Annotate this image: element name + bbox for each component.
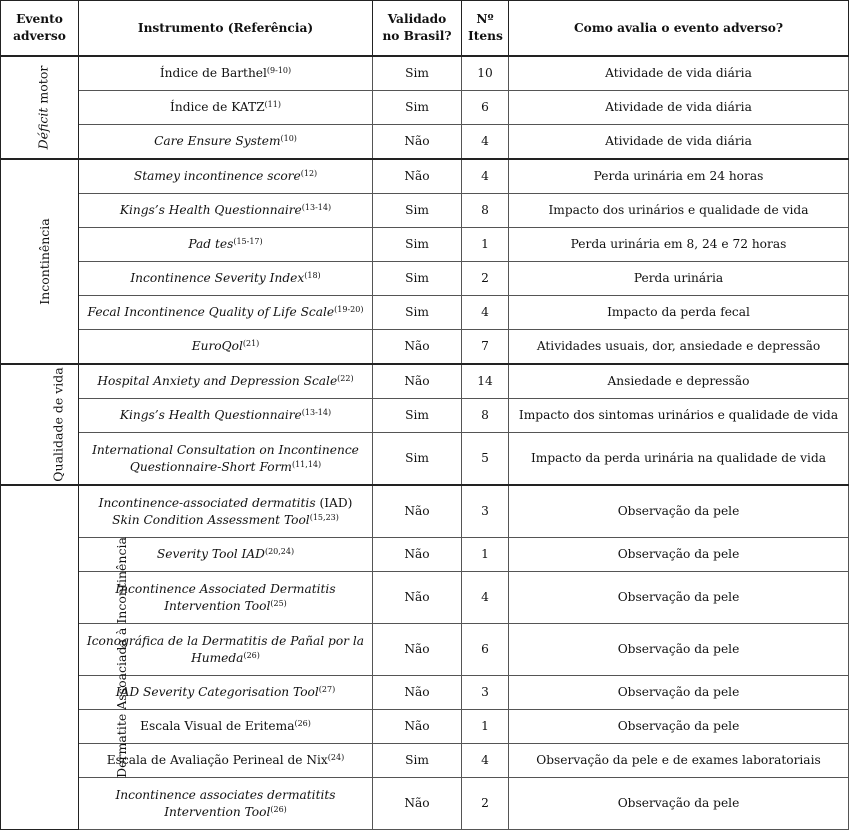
text-segment: IAD Severity Categorisation Tool [115,685,319,699]
validated-cell: Não [373,159,462,194]
evaluation-cell: Observação da pele [509,485,849,538]
table-row [1,778,849,830]
text-segment: Hospital Anxiety and Depression Scale [97,374,338,388]
text-segment: Incontinence-associated dermatitis [98,495,316,510]
validated-cell: Não [373,710,462,744]
items-count-cell: 4 [462,159,509,194]
evaluation-cell: Observação da pele [509,676,849,710]
text-segment: Índice de KATZ [170,100,265,114]
reference-superscript: (13-14) [301,408,332,417]
validated-cell: Não [373,125,462,160]
reference-superscript: (18) [304,271,321,280]
text-segment: Stamey incontinence score [133,169,301,183]
text-segment: Pad tes [188,237,234,251]
reference-superscript: (26) [243,650,260,660]
instrument-cell [79,125,373,160]
validated-cell: Não [373,485,462,538]
text-segment: Iconográfica de la Dermatitis de Pañal por la Humeda [86,633,365,665]
instrument-cell [79,262,373,296]
validated-cell: Não [373,778,462,830]
validated-cell: Sim [373,56,462,91]
evaluation-cell: Observação da pele [509,778,849,830]
items-count-cell: 10 [462,56,509,91]
event-group-label [1,485,129,830]
evaluation-cell: Impacto dos urinários e qualidade de vida [509,194,849,228]
table-row [1,159,849,194]
text-segment: International Consultation on Incontinence Questionnaire-Short Form [92,442,359,474]
table-row [1,296,849,330]
event-group-label [1,56,79,159]
vertical-label [113,537,130,778]
items-count-cell: 3 [462,485,509,538]
validated-cell: Sim [373,228,462,262]
table-row [1,56,849,91]
validated-cell: Sim [373,91,462,125]
items-count-cell: 8 [462,194,509,228]
text-segment: Kings’s Health Questionnaire [119,203,302,217]
reference-superscript: (22) [337,374,354,383]
evaluation-cell: Atividade de vida diária [509,56,849,91]
text-segment: Escala de Avaliação Perineal de Nix [106,753,328,767]
table-row [1,433,849,486]
validated-cell: Não [373,330,462,365]
instrument-cell [79,296,373,330]
validated-cell: Sim [373,262,462,296]
evaluation-cell: Atividade de vida diária [509,125,849,160]
items-count-cell: 2 [462,262,509,296]
items-count-cell: 1 [462,538,509,572]
reference-superscript: (24) [327,753,345,762]
evaluation-cell: Observação da pele [509,624,849,676]
event-group-label [1,159,79,364]
text-segment: motor [35,65,51,108]
table-row [1,262,849,296]
event-group-label [1,364,79,485]
reference-superscript: (9-10) [266,66,292,75]
reference-superscript: (15-17) [233,237,263,246]
evaluation-cell: Impacto da perda urinária na qualidade de vida [509,433,849,486]
evaluation-cell: Observação da pele [509,710,849,744]
text-segment: Fecal Incontinence Quality of Life Scale [87,305,335,319]
evaluation-cell: Perda urinária em 24 horas [509,159,849,194]
table-row [1,228,849,262]
instrument-cell [79,159,373,194]
table-body [1,56,849,830]
text-segment: Incontinence Severity Index [130,271,305,285]
items-count-cell: 4 [462,125,509,160]
validated-cell: Sim [373,296,462,330]
reference-superscript: (11) [264,100,281,109]
header-evento-adverso: Evento adverso [1,1,79,57]
text-segment: Skin Condition Assessment Tool [112,512,310,527]
instrument-cell [79,330,373,365]
table-row [1,91,849,125]
reference-superscript: (21) [242,339,260,348]
text-segment: EuroQol [191,339,243,353]
text-segment: Incontinence associates dermatitits Intervention Tool [115,787,336,819]
validated-cell: Sim [373,194,462,228]
reference-superscript: (27) [318,685,336,694]
text-segment: Incontinence Associated Dermatitis Intervention Tool [115,581,336,613]
reference-superscript: (12) [300,169,318,178]
items-count-cell: 6 [462,624,509,676]
items-count-cell: 6 [462,91,509,125]
text-segment: Qualidade de vida [50,366,66,482]
header-validado: Validado no Brasil? [373,1,462,57]
items-count-cell: 3 [462,676,509,710]
items-count-cell: 2 [462,778,509,830]
instrument-cell [79,778,373,830]
table-row [1,194,849,228]
items-count-cell: 1 [462,710,509,744]
reference-superscript: (11,14) [291,459,322,469]
text-segment: (IAD) [315,495,353,510]
instrument-cell [79,485,373,538]
validated-cell: Não [373,624,462,676]
table-row [1,485,849,538]
header-itens: Nº Itens [462,1,509,57]
text-segment: Dermatite Assoaciada à Incontinência [113,536,129,778]
validated-cell: Sim [373,399,462,433]
evaluation-cell: Observação da pele e de exames laboratoriais [509,744,849,778]
reference-superscript: (13-14) [301,203,332,212]
reference-superscript: (10) [280,134,297,143]
items-count-cell: 8 [462,399,509,433]
instrument-cell [79,433,373,486]
items-count-cell: 5 [462,433,509,486]
table-row [1,399,849,433]
text-segment: Incontinência [36,217,52,305]
reference-superscript: (26) [294,719,311,728]
vertical-label [50,367,67,481]
reference-superscript: (25) [270,598,287,608]
text-segment: Care Ensure System [154,134,281,148]
evaluation-cell: Atividades usuais, dor, ansiedade e depressão [509,330,849,365]
instrument-cell [79,194,373,228]
evaluation-cell: Perda urinária [509,262,849,296]
vertical-label [36,218,53,305]
instrument-cell [79,91,373,125]
evaluation-cell: Impacto dos sintomas urinários e qualidade de vida [509,399,849,433]
evaluation-cell: Ansiedade e depressão [509,364,849,399]
evaluation-cell: Perda urinária em 8, 24 e 72 horas [509,228,849,262]
items-count-cell: 4 [462,744,509,778]
items-count-cell: 1 [462,228,509,262]
vertical-label [34,65,51,149]
text-segment: Escala Visual de Eritema [140,719,295,733]
instrument-cell [79,399,373,433]
items-count-cell: 14 [462,364,509,399]
text-segment: Kings’s Health Questionnaire [119,408,302,422]
header-instrumento: Instrumento (Referência) [79,1,373,57]
evaluation-cell: Impacto da perda fecal [509,296,849,330]
header-row [1,1,849,57]
instrument-cell [79,364,373,399]
evaluation-cell: Observação da pele [509,572,849,624]
validated-cell: Não [373,572,462,624]
header-como-avalia: Como avalia o evento adverso? [509,1,849,57]
reference-superscript: (15,23) [309,512,339,522]
text-segment: Déficit [35,107,51,149]
text-segment: Severity Tool IAD [156,547,265,561]
evaluation-cell: Observação da pele [509,538,849,572]
evaluation-cell: Atividade de vida diária [509,91,849,125]
items-count-cell: 4 [462,572,509,624]
table-row [1,125,849,160]
validated-cell: Não [373,676,462,710]
instrument-cell [79,56,373,91]
reference-superscript: (20,24) [264,547,295,556]
table-row [1,330,849,365]
table-row [1,364,849,399]
validated-cell: Não [373,364,462,399]
items-count-cell: 7 [462,330,509,365]
validated-cell: Sim [373,433,462,486]
reference-superscript: (19-20) [334,305,364,314]
reference-superscript: (26) [270,804,287,814]
validated-cell: Não [373,538,462,572]
validated-cell: Sim [373,744,462,778]
instrument-cell [79,228,373,262]
text-segment: Índice de Barthel [159,66,267,80]
items-count-cell: 4 [462,296,509,330]
